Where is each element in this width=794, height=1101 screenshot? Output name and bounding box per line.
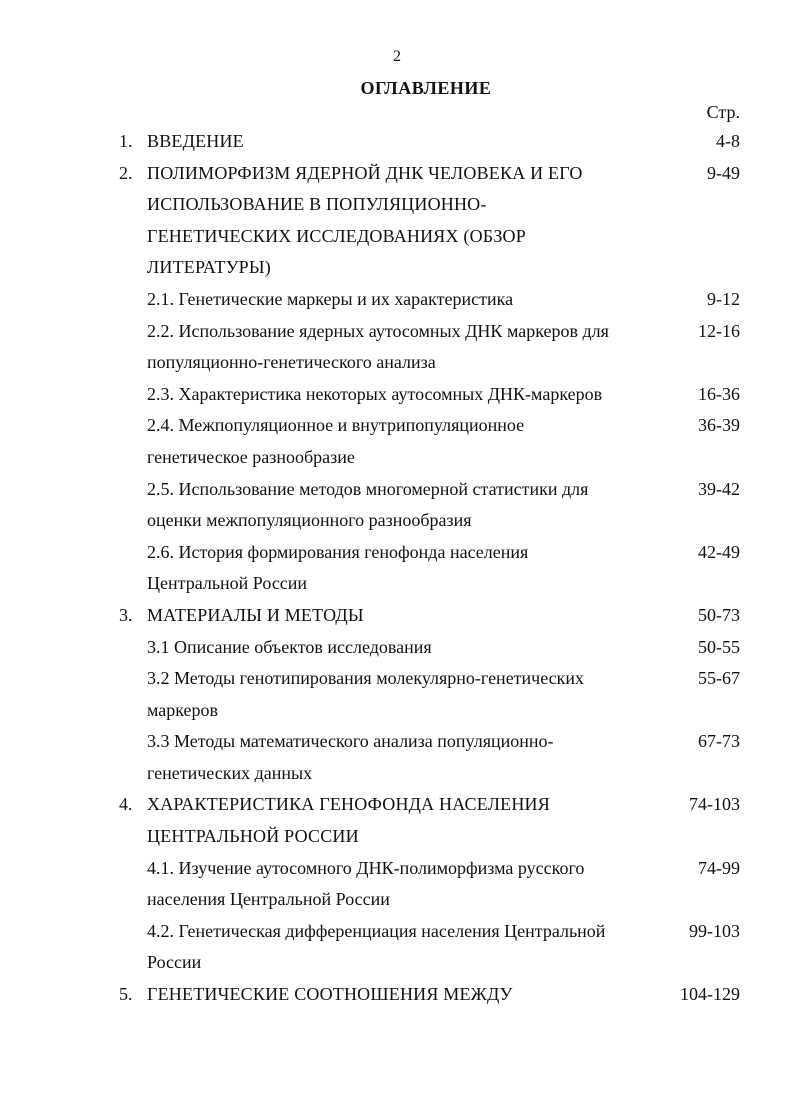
- toc-entry-pages: 55-67: [698, 668, 740, 689]
- toc-entry-pages: 67-73: [698, 731, 740, 752]
- toc-entry-pages: 39-42: [698, 478, 740, 499]
- page-number: 2: [393, 48, 401, 65]
- toc-entry-pages: 99-103: [689, 920, 740, 941]
- toc-entry-5: [0, 979, 794, 1011]
- toc-entry-3: [0, 600, 794, 632]
- toc-entry-title: МАТЕРИАЛЫ И МЕТОДЫ: [147, 604, 364, 625]
- toc-entry-title: 3.2 Методы генотипирования молекулярно-генетических маркеров: [147, 668, 585, 720]
- toc-entry-2-4: [0, 410, 794, 473]
- toc-entry-pages: 9-49: [707, 162, 740, 183]
- toc-entry-4-2: [0, 916, 794, 979]
- toc-entry-pages: 50-73: [698, 604, 740, 625]
- page-title: ОГЛАВЛЕНИЕ: [360, 78, 492, 98]
- toc-entry-pages: 36-39: [698, 415, 740, 436]
- toc-entry-2-1: [0, 284, 794, 316]
- toc-entry-title: ПОЛИМОРФИЗМ ЯДЕРНОЙ ДНК ЧЕЛОВЕКА И ЕГО ИСПОЛЬЗОВАНИЕ В ПОПУЛЯЦИОННО-ГЕНЕТИЧЕСКИХ ИССЛЕДОВАНИЯХ (ОБЗОР ЛИТЕРАТУРЫ): [147, 162, 583, 278]
- toc-entry-title: 4.2. Генетическая дифференциация населения Центральной России: [147, 920, 606, 973]
- toc-entry-1: [0, 126, 794, 158]
- toc-entry-2: [0, 158, 794, 284]
- toc-entry-pages: 9-12: [707, 288, 740, 309]
- toc-entry-title: ГЕНЕТИЧЕСКИЕ СООТНОШЕНИЯ МЕЖДУ: [147, 984, 513, 1005]
- table-of-contents: [0, 126, 794, 1011]
- toc-entry-number: 3.: [119, 604, 133, 625]
- toc-entry-pages: 104-129: [680, 984, 740, 1005]
- toc-entry-title: 3.1 Описание объектов исследования: [147, 636, 432, 657]
- toc-entry-title: 2.2. Использование ядерных аутосомных ДНК маркеров для популяционно-генетического анализа: [147, 320, 609, 373]
- toc-entry-4-1: [0, 853, 794, 916]
- toc-entry-title: 2.3. Характеристика некоторых аутосомных ДНК-маркеров: [147, 383, 603, 404]
- toc-entry-pages: 4-8: [716, 131, 740, 151]
- toc-entry-number: 2.: [119, 162, 133, 183]
- toc-entry-title: 3.3 Методы математического анализа популяционно-генетических данных: [147, 731, 554, 783]
- toc-entry-pages: 12-16: [698, 320, 740, 341]
- toc-entry-number: 4.: [119, 794, 133, 815]
- toc-entry-2-5: [0, 474, 794, 537]
- toc-entry-title: 4.1. Изучение аутосомного ДНК-полиморфизма русского населения Центральной России: [147, 857, 585, 910]
- toc-entry-title: 2.1. Генетические маркеры и их характеристика: [147, 288, 514, 309]
- toc-entry-title: ВВЕДЕНИЕ: [147, 131, 244, 151]
- toc-entry-2-3: [0, 379, 794, 411]
- toc-entry-pages: 42-49: [698, 541, 740, 562]
- toc-entry-4: [0, 789, 794, 852]
- toc-entry-number: 1.: [119, 131, 133, 151]
- toc-entry-pages: 16-36: [698, 383, 740, 404]
- toc-entry-title: 2.5. Использование методов многомерной статистики для оценки межпопуляционного разнообразия: [147, 478, 589, 531]
- toc-entry-3-3: [0, 726, 794, 789]
- toc-entry-pages: 74-103: [689, 794, 740, 815]
- toc-entry-3-2: [0, 663, 794, 726]
- toc-entry-title: ХАРАКТЕРИСТИКА ГЕНОФОНДА НАСЕЛЕНИЯ ЦЕНТРАЛЬНОЙ РОССИИ: [147, 794, 550, 847]
- toc-entry-2-6: [0, 537, 794, 600]
- toc-entry-2-2: [0, 316, 794, 379]
- toc-entry-title: 2.6. История формирования генофонда населения Центральной России: [147, 541, 529, 594]
- toc-entry-3-1: [0, 632, 794, 664]
- toc-entry-title: 2.4. Межпопуляционное и внутрипопуляционное генетическое разнообразие: [147, 415, 525, 467]
- toc-entry-number: 5.: [119, 984, 133, 1005]
- toc-entry-pages: 50-55: [698, 636, 740, 657]
- toc-entry-pages: 74-99: [698, 857, 740, 878]
- pages-column-header: Стр.: [706, 102, 740, 122]
